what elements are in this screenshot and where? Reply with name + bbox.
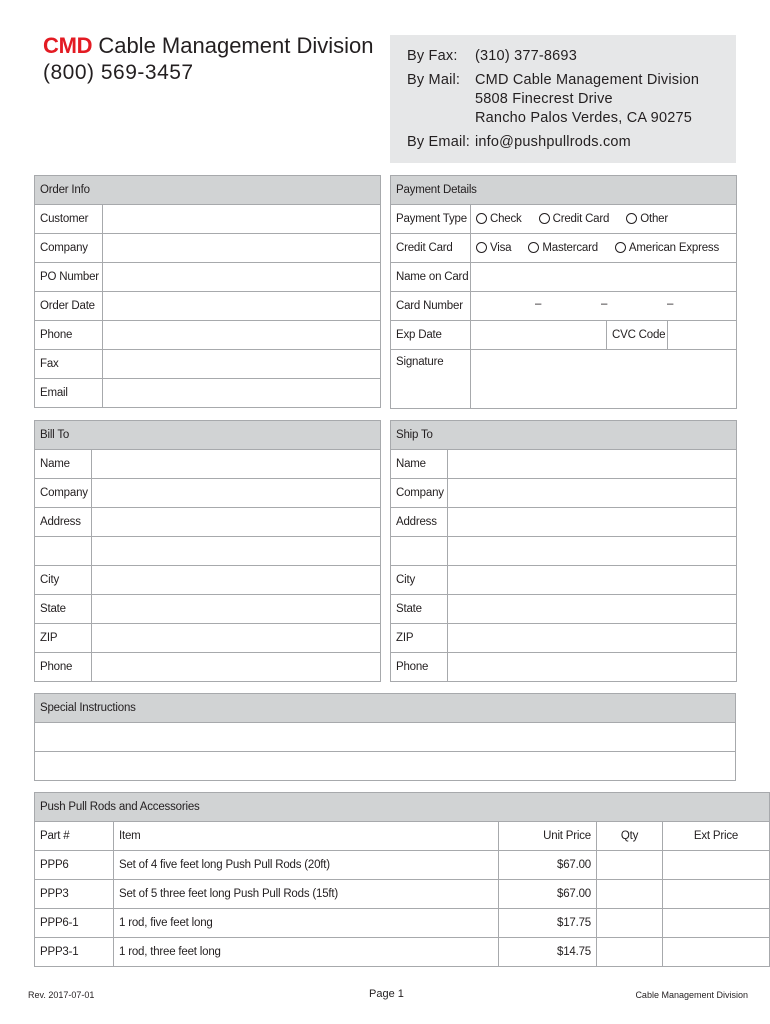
ship-name-label: Name [391, 450, 448, 479]
cmd-logo: CMD [43, 33, 93, 58]
exp-date-input[interactable] [471, 321, 607, 350]
item-description: Set of 4 five feet long Push Pull Rods (20ft) [114, 851, 499, 880]
card-mastercard-option[interactable]: Mastercard [528, 242, 598, 254]
ship-zip-label: ZIP [391, 624, 448, 653]
bill-zip-input[interactable] [92, 624, 381, 653]
bill-company-input[interactable] [92, 479, 381, 508]
payment-type-label: Payment Type [391, 205, 471, 234]
special-instructions-line-1[interactable] [35, 723, 736, 752]
bill-address-line2-label [35, 537, 92, 566]
ship-phone-label: Phone [391, 653, 448, 682]
bill-name-input[interactable] [92, 450, 381, 479]
bill-address-line2-input[interactable] [92, 537, 381, 566]
name-on-card-input[interactable] [471, 263, 737, 292]
payment-type-options [471, 205, 737, 234]
ship-city-label: City [391, 566, 448, 595]
credit-card-options [471, 234, 737, 263]
unit-price: $67.00 [499, 880, 597, 909]
phone-input[interactable] [103, 321, 381, 350]
bill-name-label: Name [35, 450, 92, 479]
bill-to-table [34, 420, 381, 682]
card-number-label: Card Number [391, 292, 471, 321]
ext-price-input[interactable] [663, 909, 770, 938]
special-instructions-table [34, 693, 736, 781]
ship-state-input[interactable] [448, 595, 737, 624]
page-number: Page 1 [369, 988, 404, 1000]
bill-zip-label: ZIP [35, 624, 92, 653]
email-field-label: Email [35, 379, 103, 408]
cvc-code-label: CVC Code [607, 321, 668, 350]
order-date-input[interactable] [103, 292, 381, 321]
payment-credit-card-option[interactable]: Credit Card [539, 213, 610, 225]
fax-label: By Fax: [407, 48, 458, 64]
products-title: Push Pull Rods and Accessories [35, 793, 770, 822]
ship-state-label: State [391, 595, 448, 624]
part-number: PPP3 [35, 880, 114, 909]
fax-field-label: Fax [35, 350, 103, 379]
ship-company-label: Company [391, 479, 448, 508]
radio-icon[interactable] [539, 213, 550, 224]
column-header-item: Item [114, 822, 499, 851]
bill-state-input[interactable] [92, 595, 381, 624]
ship-address-line2-input[interactable] [448, 537, 737, 566]
payment-check-option[interactable]: Check [476, 213, 522, 225]
ship-company-input[interactable] [448, 479, 737, 508]
company-label: Company [35, 234, 103, 263]
part-number: PPP6 [35, 851, 114, 880]
card-number-dash: – [601, 298, 608, 310]
mail-line-3: Rancho Palos Verdes, CA 90275 [475, 110, 692, 126]
bill-address-label: Address [35, 508, 92, 537]
qty-input[interactable] [597, 938, 663, 967]
bill-phone-input[interactable] [92, 653, 381, 682]
bill-city-input[interactable] [92, 566, 381, 595]
column-header-unit-price: Unit Price [499, 822, 597, 851]
order-info-title: Order Info [35, 176, 381, 205]
email-input[interactable] [103, 379, 381, 408]
qty-input[interactable] [597, 909, 663, 938]
ext-price-input[interactable] [663, 880, 770, 909]
table-row [35, 851, 770, 880]
bill-company-label: Company [35, 479, 92, 508]
column-header-qty: Qty [597, 822, 663, 851]
unit-price: $17.75 [499, 909, 597, 938]
unit-price: $14.75 [499, 938, 597, 967]
payment-details-table [390, 175, 737, 409]
signature-label: Signature [391, 350, 471, 409]
bill-phone-label: Phone [35, 653, 92, 682]
ship-phone-input[interactable] [448, 653, 737, 682]
company-name: Cable Management Division [98, 33, 374, 58]
ship-city-input[interactable] [448, 566, 737, 595]
order-info-table [34, 175, 381, 408]
email-label: By Email: [407, 134, 471, 150]
part-number: PPP6-1 [35, 909, 114, 938]
table-row [35, 880, 770, 909]
ship-zip-input[interactable] [448, 624, 737, 653]
cvc-code-input[interactable] [668, 321, 737, 350]
products-table [34, 792, 770, 967]
special-instructions-title: Special Instructions [35, 694, 736, 723]
email-value[interactable]: info@pushpullrods.com [475, 134, 631, 150]
card-number-dash: – [535, 298, 542, 310]
mail-line-1: CMD Cable Management Division [475, 72, 700, 88]
phone-label: Phone [35, 321, 103, 350]
ext-price-input[interactable] [663, 851, 770, 880]
fax-input[interactable] [103, 350, 381, 379]
order-date-label: Order Date [35, 292, 103, 321]
qty-input[interactable] [597, 880, 663, 909]
table-row [35, 938, 770, 967]
company-input[interactable] [103, 234, 381, 263]
radio-icon[interactable] [615, 242, 626, 253]
radio-icon[interactable] [476, 213, 487, 224]
card-amex-option[interactable]: American Express [615, 242, 719, 254]
payment-other-option[interactable]: Other [626, 213, 668, 225]
name-on-card-label: Name on Card [391, 263, 471, 292]
company-phone: (800) 569-3457 [43, 61, 194, 84]
ship-address-label: Address [391, 508, 448, 537]
column-header-part: Part # [35, 822, 114, 851]
credit-card-label: Credit Card [391, 234, 471, 263]
column-header-ext-price: Ext Price [663, 822, 770, 851]
company-brand [43, 33, 373, 59]
qty-input[interactable] [597, 851, 663, 880]
card-number-input[interactable] [471, 292, 737, 321]
ship-to-table [390, 420, 737, 682]
radio-icon[interactable] [528, 242, 539, 253]
ship-to-title: Ship To [391, 421, 737, 450]
bill-to-title: Bill To [35, 421, 381, 450]
ship-name-input[interactable] [448, 450, 737, 479]
revision-date: Rev. 2017-07-01 [28, 990, 95, 1000]
item-description: 1 rod, three feet long [114, 938, 499, 967]
bill-city-label: City [35, 566, 92, 595]
unit-price: $67.00 [499, 851, 597, 880]
part-number: PPP3-1 [35, 938, 114, 967]
table-row [35, 909, 770, 938]
item-description: 1 rod, five feet long [114, 909, 499, 938]
bill-address-input[interactable] [92, 508, 381, 537]
mail-label: By Mail: [407, 72, 461, 88]
radio-icon[interactable] [476, 242, 487, 253]
customer-input[interactable] [103, 205, 381, 234]
card-visa-option[interactable]: Visa [476, 242, 511, 254]
payment-details-title: Payment Details [391, 176, 737, 205]
po-number-input[interactable] [103, 263, 381, 292]
customer-label: Customer [35, 205, 103, 234]
ext-price-input[interactable] [663, 938, 770, 967]
item-description: Set of 5 three feet long Push Pull Rods (15ft) [114, 880, 499, 909]
fax-value: (310) 377-8693 [475, 48, 577, 64]
radio-icon[interactable] [626, 213, 637, 224]
footer-company: Cable Management Division [635, 990, 748, 1000]
card-number-dash: – [667, 298, 674, 310]
signature-input[interactable] [471, 350, 737, 409]
special-instructions-line-2[interactable] [35, 752, 736, 781]
exp-date-label: Exp Date [391, 321, 471, 350]
contact-box [390, 35, 736, 163]
mail-line-2: 5808 Finecrest Drive [475, 91, 613, 107]
ship-address-input[interactable] [448, 508, 737, 537]
bill-state-label: State [35, 595, 92, 624]
ship-address-line2-label [391, 537, 448, 566]
po-number-label: PO Number [35, 263, 103, 292]
